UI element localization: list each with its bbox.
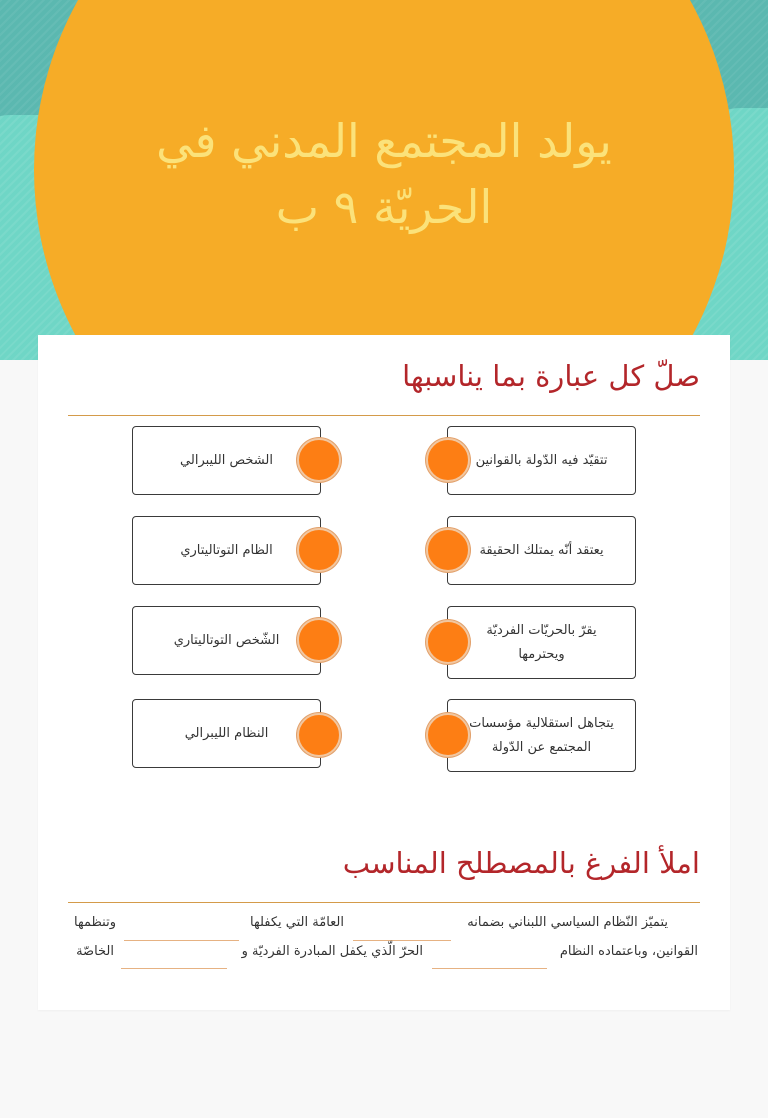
statement-label: يتجاهل استقلالية مؤسسات المجتمع عن الدّولة <box>469 715 614 755</box>
page-title <box>100 108 668 240</box>
term-box-2[interactable] <box>132 516 321 585</box>
connector-dot-left-2[interactable] <box>297 528 341 572</box>
connector-dot-right-3[interactable] <box>426 620 470 664</box>
term-label: الشخص الليبرالي <box>180 452 273 468</box>
sentence-segment: يتميّز النّظام السياسي اللبناني بضمانه <box>467 915 668 930</box>
blank-input-3[interactable] <box>432 968 547 969</box>
blank-input-2[interactable] <box>124 940 239 941</box>
sentence-segment: الخاصّة <box>76 944 114 959</box>
connector-dot-right-4[interactable] <box>426 713 470 757</box>
connector-dot-right-1[interactable] <box>426 438 470 482</box>
fill-blank-section-title: املأ الفرغ بالمصطلح المناسب <box>342 846 700 880</box>
statement-label: يقرّ بالحريّات الفرديّة ويحترمها <box>486 622 597 662</box>
matching-section-title: صلّ كل عبارة بما يناسبها <box>402 359 700 393</box>
matching-divider <box>68 415 700 416</box>
sentence-segment: القوانين، وباعتماده النظام <box>559 944 698 959</box>
sentence-segment: العامّة التي يكفلها <box>250 915 344 930</box>
term-label: النظام الليبرالي <box>184 725 269 741</box>
statement-label: تتقيّد فيه الدّولة بالقوانين <box>475 452 608 468</box>
term-box-3[interactable] <box>132 606 321 675</box>
blank-input-1[interactable] <box>353 940 451 941</box>
term-label: الشّخص التوتاليتاري <box>173 632 280 648</box>
sentence-segment: وتنظمها <box>74 915 116 930</box>
term-box-4[interactable] <box>132 699 321 768</box>
blank-input-4[interactable] <box>121 968 227 969</box>
fill-blank-divider <box>68 902 700 903</box>
statement-label: يعتقد أنّه يمتلك الحقيقة <box>479 542 604 558</box>
sentence-segment: الحرّ الّذي يكفل المبادرة الفرديّة و <box>241 944 423 959</box>
statement-box-3[interactable] <box>447 606 636 679</box>
connector-dot-left-4[interactable] <box>297 713 341 757</box>
statement-box-1[interactable] <box>447 426 636 495</box>
hero-banner <box>0 0 768 360</box>
connector-dot-left-3[interactable] <box>297 618 341 662</box>
statement-box-2[interactable] <box>447 516 636 585</box>
connector-dot-right-2[interactable] <box>426 528 470 572</box>
page-title-line2: الحريّة ٩ ب <box>275 180 493 234</box>
page-title-line1: يولد المجتمع المدني في <box>156 114 612 168</box>
term-label: الظام التوتاليتاري <box>180 542 273 558</box>
statement-box-4[interactable] <box>447 699 636 772</box>
worksheet-card <box>38 335 730 1010</box>
connector-dot-left-1[interactable] <box>297 438 341 482</box>
term-box-1[interactable] <box>132 426 321 495</box>
